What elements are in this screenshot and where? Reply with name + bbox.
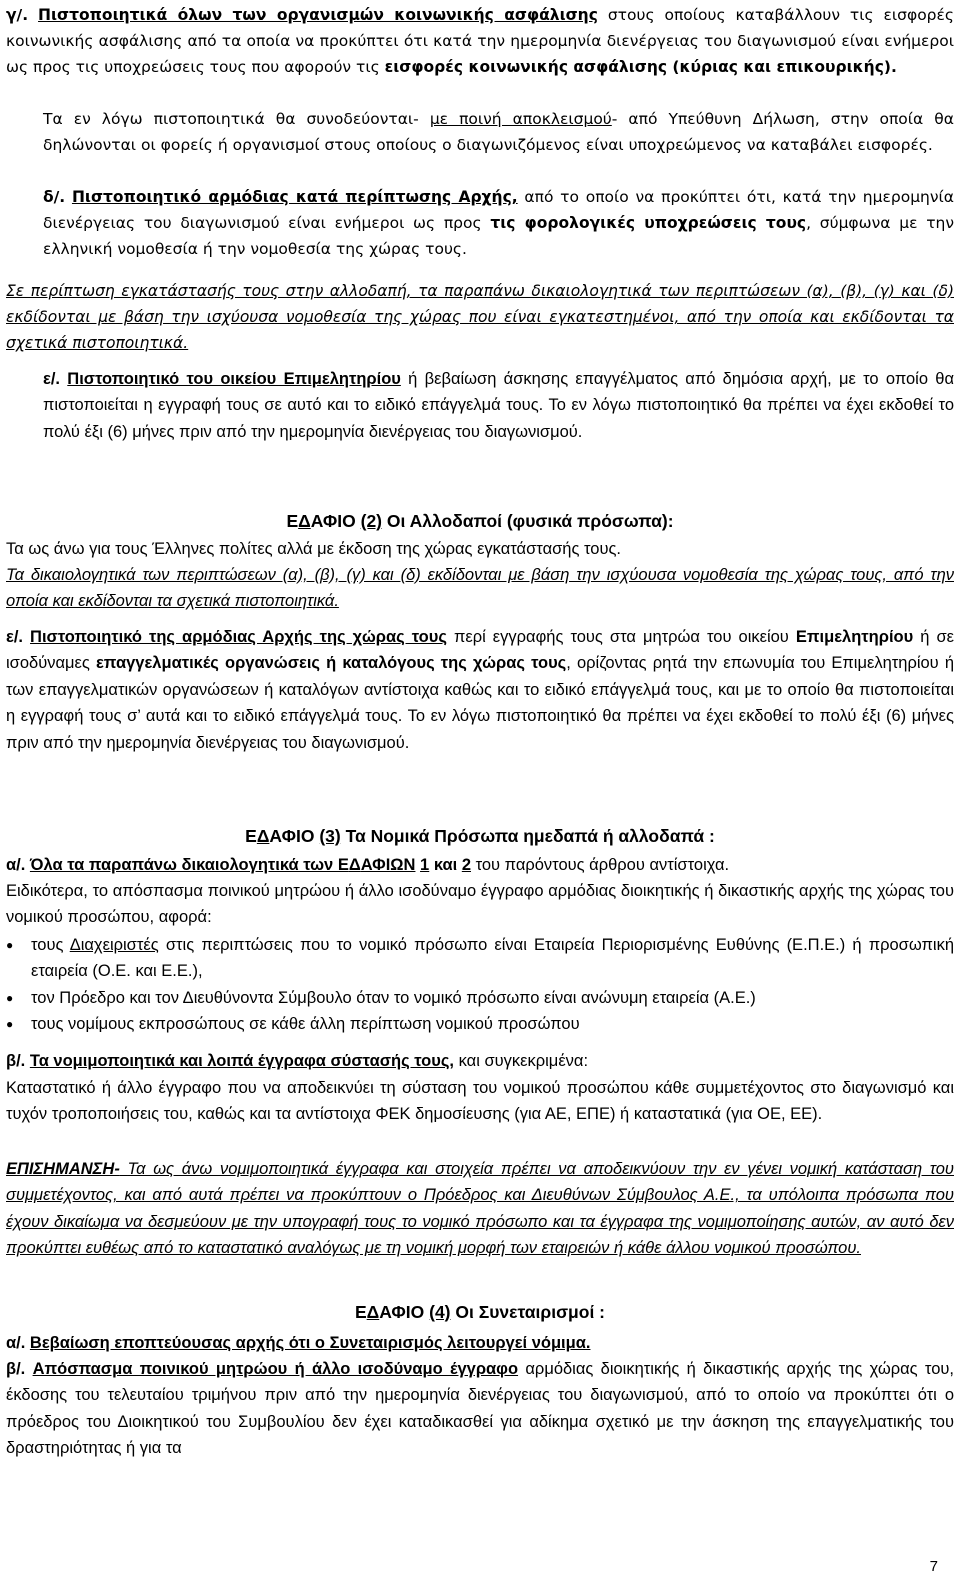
item-label: α/. <box>6 1334 26 1352</box>
heading-e: Ε <box>286 511 299 531</box>
heading-rest: ΑΦΙΟ <box>269 826 315 846</box>
list-item <box>6 932 954 985</box>
heading-d: Δ <box>256 826 270 846</box>
paragraph-statute: Καταστατικό ή άλλο έγγραφο που να αποδεικνύει τη σύσταση του νομικού προσώπου κάθε συμμετέχοντος στο διαγωνισμό και τυχόν τροποποιήσεις του, καθώς και τα αντίστοιχα ΦΕΚ δημοσίευσης (για ΑΕ, ΕΠΕ) ή καταστατικά (για ΟΕ, ΕΕ). <box>6 1079 954 1124</box>
paragraph-note <box>6 1156 954 1262</box>
item-body: αρμόδιας διοικητικής ή δικαστικής αρχής της χώρας του, έκδοσης του τελευταίου τριμήνου πριν από την ημερομηνία διενέργειας του διαγωνισμού, από το οποίο να προκύπτει ότι ο πρόεδρος του Διοικητικού του Συμβουλίου δεν έχει καταδικασθεί για αδίκημα σχετικό με την άσκηση της επαγγελματικής του δραστηριότητας ή για τα <box>6 1360 954 1458</box>
list-item: ● τον Πρόεδρο και τον Διευθύνοντα Σύμβουλο όταν το νομικό πρόσωπο είναι ανώνυμη εταιρεία (Α.Ε.) <box>6 985 954 1011</box>
heading-rest: ΑΦΙΟ <box>310 511 356 531</box>
paragraph-foreign-1: Τα ως άνω για τους Έλληνες πολίτες αλλά με έκδοση της χώρας εγκατάστασής τους. <box>6 540 622 558</box>
bold-text: επαγγελματικές οργανώσεις ή καταλόγους της χώρας τους <box>95 654 567 673</box>
paragraph-alpha-4 <box>6 1330 954 1356</box>
item-title: ΑΦΙΩΝ <box>360 856 416 874</box>
paragraph-abroad: Σε περίπτωση εγκατάστασής τους στην αλλοδαπή, τα παραπάνω δικαιολογητικά των περιπτώσεων (α), (β), (γ) και (δ) εκδίδονται με βάση την ισχύουσα νομοθεσία της χώρας που είναι εγκατεστημένοι, από την οποία και εκδίδονται τα σχετικά πιστοποιητικά. <box>6 282 954 352</box>
item-label: ε/. <box>6 628 23 646</box>
item-title: Τα νομιμοποιητικά και λοιπά έγγραφα σύστασής τους, <box>29 1052 455 1070</box>
note-label: ΕΠΙΣΗΜΑΝΣΗ- <box>6 1160 120 1178</box>
heading-d: Δ <box>366 1302 380 1322</box>
item-title: Πιστοποιητικό του οικείου Επιμελητηρίου <box>67 370 401 388</box>
item-title: Πιστοποιητικά όλων των οργανισμών κοινωνικής ασφάλισης <box>38 6 598 24</box>
item-number: 1 <box>420 856 430 874</box>
paragraph-foreign-2: Τα δικαιολογητικά των περιπτώσεων (α), (β), (γ) και (δ) εκδίδονται με βάση την ισχύουσα νομοθεσία της χώρας τους, από την οποία και εκδίδονται τα σχετικά πιστοποιητικά. <box>6 566 954 611</box>
heading-paragraph-4 <box>6 1299 954 1325</box>
heading-title: Οι Αλλοδαποί (φυσικά πρόσωπα): <box>386 511 674 531</box>
item-title: Πιστοποιητικό της αρμόδιας Αρχής της χώρας τους <box>30 628 447 646</box>
paragraph-beta-3 <box>6 1048 954 1074</box>
item-end: του παρόντους άρθρου αντίστοιχα. <box>475 856 730 874</box>
paragraph-beta-4 <box>6 1356 954 1462</box>
item-title: Όλα τα παραπάνω δικαιολογητικά των Ε <box>29 856 349 874</box>
heading-paragraph-2 <box>6 508 954 534</box>
heading-paragraph-3 <box>6 823 954 849</box>
item-bold-end: εισφορές κοινωνικής ασφάλισης (κύριας και επικουρικής). <box>384 58 897 76</box>
underlined-text: Διαχειριστές <box>69 936 159 954</box>
note-text: Τα ως άνω νομιμοποιητικά έγγραφα και στοιχεία πρέπει να αποδεικνύουν την εν γένει νομική κατάσταση του συμμετέχοντος, και από αυτά πρέπει να προκύπτουν ο Πρόεδρος και Διευθύνων Σύμβουλος Α.Ε., τα υπόλοιπα πρόσωπα που έχουν δικαίωμα να δεσμεύουν με την υπογραφή τους το νομικό πρόσωπο και τα έγγραφα της νομιμοποίησης αυτών, αν αυτό δεν προκύπτει ευθέως από το καταστατικό αναλόγως με τη νομική μορφή των εταιρειών ή κάθε άλλου νομικού προσώπου. <box>6 1160 954 1258</box>
text: ή σε ισοδύναμες <box>6 628 955 673</box>
item-label: α/. <box>6 856 26 874</box>
heading-title: Τα Νομικά Πρόσωπα ημεδαπά ή αλλοδαπά : <box>345 826 715 846</box>
item-label: δ/. <box>43 188 66 206</box>
item-title: Βεβαίωση εποπτεύουσας αρχής ότι ο Συνεταιρισμός λειτουργεί νόμιμα. <box>29 1334 591 1352</box>
item-title: Πιστοποιητικό αρμόδιας κατά περίπτωσης Αρχής, <box>71 188 518 206</box>
text: στις περιπτώσεις που το νομικό πρόσωπο είναι Εταιρεία Περιορισμένης Ευθύνης (Ε.Π.Ε.) ή προσωπική εταιρεία (Ο.Ε. και Ε.Ε.), <box>31 936 954 981</box>
item-end: και συγκεκριμένα: <box>458 1052 589 1070</box>
paragraph-specific: Ειδικότερα, το απόσπασμα ποινικού μητρώου ή άλλο ισοδύναμο έγγραφο αρμόδιας διοικητικής ή δικαστικής αρχής της χώρας του νομικού προσώπου, αφορά: <box>6 882 954 927</box>
text: τους <box>31 936 64 954</box>
heading-e: Ε <box>354 1302 367 1322</box>
text: , ορίζοντας ρητά την επωνυμία του Επιμελητηρίου ή των επαγγελματικών οργανώσεων ή καταλόγων αντίστοιχα καθώς και το ειδικό επάγγελμά τους, και με το οποίο θα πιστοποιείται η εγγραφή τους σ’ αυτά και το ειδικό επάγγελμά τους. Το εν λόγω πιστοποιητικό θα πρέπει να έχει εκδοθεί το πολύ έξι (6) μήνες πριν από την ημερομηνία διενέργειας του διαγωνισμού. <box>6 654 954 752</box>
heading-d: Δ <box>298 511 311 531</box>
heading-number: (3) <box>319 826 341 846</box>
bold-text: Επιμελητηρίου <box>795 628 914 646</box>
item-title: Απόσπασμα ποινικού μητρώου ή άλλο ισοδύναμο έγγραφο <box>32 1360 519 1378</box>
item-title: Δ <box>348 856 361 874</box>
heading-rest: ΑΦΙΟ <box>379 1302 425 1322</box>
item-label: ε/. <box>43 370 60 388</box>
item-body: από το οποίο να προκύπτει ότι, κατά την ημερομηνία διενέργειας του διαγωνισμού είναι ενήμεροι ως προς <box>43 188 954 232</box>
underlined-text: με ποινή αποκλεισμού <box>429 110 612 128</box>
text: περί εγγραφής τους στα μητρώα του οικείου <box>453 628 789 646</box>
paragraph-delta <box>43 184 954 262</box>
paragraph-gamma-declaration <box>43 106 954 158</box>
item-label: γ/. <box>6 6 29 24</box>
heading-number: (4) <box>429 1302 451 1322</box>
item-number: 2 <box>461 856 471 874</box>
list-item: ● τους νομίμους εκπροσώπους σε κάθε άλλη περίπτωση νομικού προσώπου <box>6 1011 954 1037</box>
item-end: , σύμφωνα με την ελληνική νομοθεσία ή την νομοθεσία της χώρας τους. <box>43 214 955 258</box>
paragraph-alpha-3 <box>6 852 954 878</box>
text: - από Υπεύθυνη Δήλωση, στην οποία θα δηλώνονται οι φορείς ή οργανισμοί στους οποίους ο διαγωνιζόμενος είναι υποχρεώμενος να καταβάλει εισφορές. <box>43 110 954 154</box>
bullet-list <box>6 932 954 1038</box>
item-bold-mid: τις φορολογικές υποχρεώσεις τους <box>490 214 807 232</box>
item-label: β/. <box>6 1360 26 1378</box>
item-body: στους οποίους καταβάλλουν τις εισφορές κοινωνικής ασφάλισης από τα οποία να προκύπτει ότι κατά την ημερομηνία διενέργειας του διαγωνισμού είναι ενήμεροι ως προς τις υποχρεώσεις τους που αφορούν τις <box>6 6 954 76</box>
heading-title: Οι Συνεταιρισμοί : <box>455 1302 606 1322</box>
text: Τα εν λόγω πιστοποιητικά θα συνοδεύονται- <box>43 110 419 128</box>
paragraph-epsilon-authority <box>6 624 954 756</box>
heading-number: (2) <box>360 511 383 531</box>
item-conj: και <box>433 856 458 874</box>
heading-e: Ε <box>245 826 257 846</box>
item-label: β/. <box>6 1052 26 1070</box>
item-body: ή βεβαίωση άσκησης επαγγέλματος από δημόσια αρχή, με το οποίο θα πιστοποιείται η εγγραφή τους σε αυτό και το ειδικό επάγγελμά τους. Το εν λόγω πιστοποιητικό θα πρέπει να έχει εκδοθεί το πολύ έξι (6) μήνες πριν από την ημερομηνία διενέργειας του διαγωνισμού. <box>43 370 954 441</box>
paragraph-epsilon-chamber <box>43 366 954 445</box>
page-number: 7 <box>929 1558 938 1575</box>
paragraph-gamma <box>6 2 954 80</box>
